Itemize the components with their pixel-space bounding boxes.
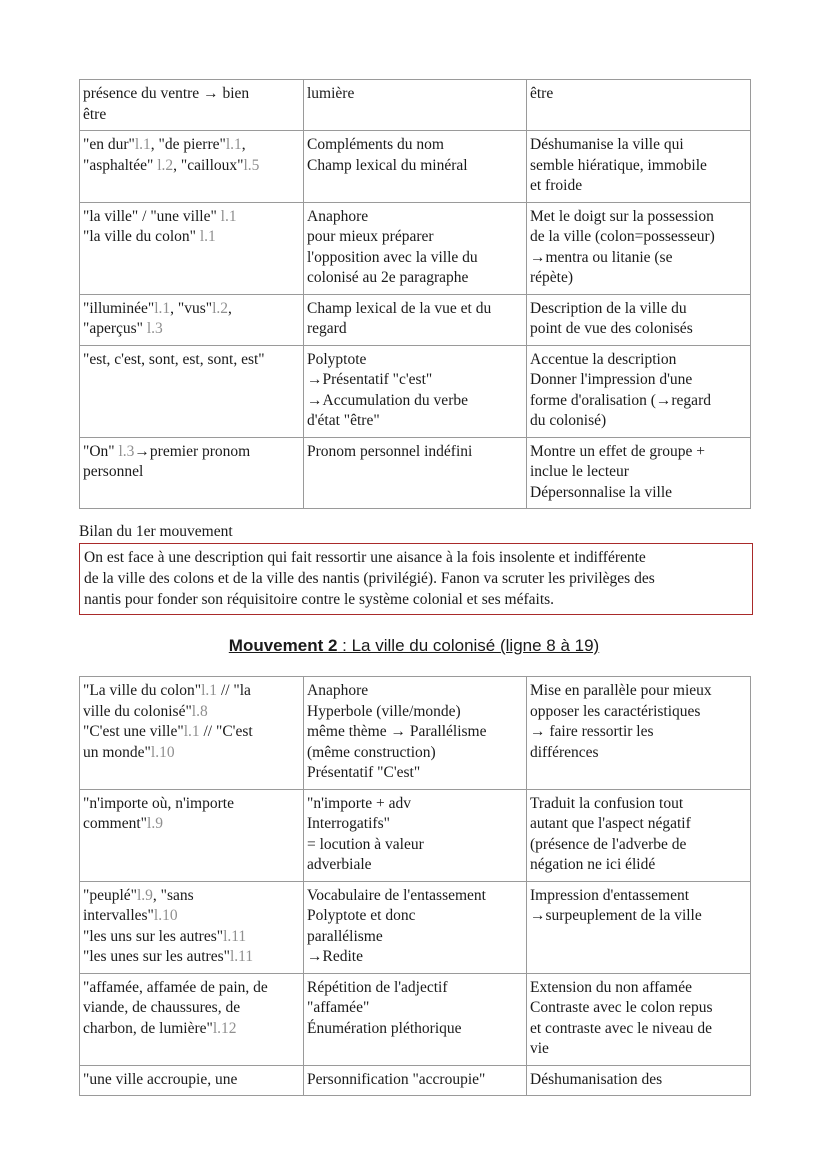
quote-text: "aperçus" [83, 320, 147, 337]
procedure-cell [304, 345, 527, 437]
quote-text: "la ville" / "une ville" [83, 207, 221, 225]
cell-line: et contraste avec le niveau de [530, 1019, 713, 1037]
quote-text: , "de pierre" [150, 136, 226, 153]
cell-line: Présentatif "C'est" [307, 764, 421, 781]
cell-line: du colonisé) [530, 412, 607, 429]
quote-text: "les unes sur les autres" [83, 948, 230, 965]
cell-line: Traduit la confusion tout [530, 794, 684, 812]
quote-text: , [228, 299, 232, 317]
line-reference: l.1 [201, 682, 218, 699]
cell-line: Mise en parallèle pour mieux [530, 682, 712, 699]
heading-movement-label: Mouvement 2 [228, 636, 338, 655]
cell-line: Accentue la description [530, 350, 677, 368]
bilan-label: Bilan du 1er mouvement [79, 523, 233, 540]
cell-line: Contraste avec le colon repus [530, 999, 713, 1016]
procedure-cell [304, 881, 527, 973]
line-reference: l.5 [243, 156, 260, 174]
quote-text: →premier pronom [134, 442, 251, 460]
cell-line: Anaphore [307, 682, 369, 699]
quote-text: "affamée, affamée de pain, de [83, 978, 268, 996]
cell-line: Impression d'entassement [530, 886, 690, 904]
quote-text: ville du colonisé" [83, 702, 192, 720]
cell-line: →Redite [307, 948, 363, 965]
cell-line: opposer les caractéristiques [530, 702, 701, 720]
table-row [80, 789, 751, 881]
procedure-cell [304, 202, 527, 294]
quote-text: présence du ventre → bien [83, 85, 250, 102]
quote-text: intervalles" [83, 907, 154, 924]
interpretation-cell [527, 294, 751, 345]
cell-line: forme d'oralisation (→regard [530, 391, 711, 409]
table-row [80, 973, 751, 1065]
cell-line: "affamée" [307, 999, 370, 1016]
line-reference: l.12 [212, 1019, 237, 1037]
section-heading-movement-2 [0, 636, 828, 656]
line-reference: l.10 [153, 907, 178, 924]
quote-cell [80, 881, 304, 973]
bilan-summary-box [79, 543, 753, 615]
interpretation-cell [527, 202, 751, 294]
cell-line: différences [530, 743, 599, 761]
interpretation-cell [527, 677, 751, 790]
quote-text: "est, c'est, sont, est, sont, est" [83, 350, 265, 368]
cell-line: →mentra ou litanie (se [530, 248, 673, 266]
cell-line: Dépersonnalise la ville [530, 483, 673, 501]
cell-line: négation ne ici élidé [530, 856, 656, 873]
quote-cell [80, 677, 304, 790]
quote-text: , "cailloux" [173, 156, 244, 174]
procedure-cell [304, 677, 527, 790]
table-row [80, 345, 751, 437]
cell-line: Description de la ville du [530, 299, 687, 317]
quote-text: "peuplé" [83, 886, 137, 904]
cell-line: colonisé au 2e paragraphe [307, 269, 469, 286]
cell-line: →Présentatif "c'est" [307, 371, 433, 388]
quote-text: , [241, 136, 246, 153]
table-row [80, 1065, 751, 1096]
table-row [80, 881, 751, 973]
quote-line [83, 927, 300, 948]
procedure-cell [304, 1065, 527, 1096]
quote-line [83, 743, 300, 764]
quote-cell [80, 789, 304, 881]
quote-line [83, 681, 300, 702]
procedure-cell [304, 973, 527, 1065]
table-row [80, 437, 751, 509]
quote-line [83, 947, 300, 968]
line-reference: l.9 [136, 886, 153, 904]
cell-line: parallélisme [307, 927, 383, 945]
quote-line [83, 207, 300, 228]
quote-cell [80, 202, 304, 294]
quote-line [83, 722, 300, 743]
cell-line: Champ lexical de la vue et du [307, 299, 492, 317]
line-reference: l.3 [146, 320, 163, 337]
quote-line [83, 794, 300, 815]
cell-line: autant que l'aspect négatif [530, 815, 691, 832]
cell-line: lumière [307, 85, 355, 102]
quote-text: "asphaltée" [83, 156, 158, 174]
quote-cell [80, 345, 304, 437]
line-reference: l.9 [147, 815, 163, 832]
cell-line: Met le doigt sur la possession [530, 207, 714, 225]
cell-line: Anaphore [307, 207, 369, 225]
quote-text: "n'importe où, n'importe [83, 794, 234, 812]
quote-cell [80, 437, 304, 509]
quote-text: , "sans [152, 886, 194, 904]
quote-line [83, 998, 300, 1019]
quote-text: "les uns sur les autres" [83, 927, 224, 945]
cell-line: répète) [530, 269, 574, 286]
interpretation-cell [527, 345, 751, 437]
cell-line: Déshumanise la ville qui [530, 136, 684, 153]
interpretation-cell [527, 131, 751, 203]
analysis-table-movement-1 [79, 79, 751, 509]
quote-text: "illuminée" [83, 299, 155, 317]
analysis-table-movement-2 [79, 676, 751, 1096]
quote-line [83, 299, 300, 320]
quote-line [83, 227, 300, 248]
cell-line: "n'importe + adv [307, 794, 411, 812]
line-reference: l.1 [154, 299, 171, 317]
quote-cell [80, 294, 304, 345]
cell-line: vie [530, 1040, 549, 1057]
cell-line: semble hiératique, immobile [530, 156, 707, 174]
procedure-cell [304, 131, 527, 203]
procedure-cell [304, 80, 527, 131]
quote-line [83, 442, 300, 463]
cell-line: point de vue des colonisés [530, 320, 693, 337]
line-reference: l.1 [220, 207, 237, 225]
cell-line: d'état "être" [307, 412, 380, 429]
quote-line [83, 978, 300, 999]
cell-line: être [530, 85, 554, 102]
cell-line: Interrogatifs" [307, 815, 390, 832]
quote-line [83, 886, 300, 907]
table-row [80, 202, 751, 294]
quote-text: personnel [83, 463, 144, 480]
bilan-line: On est face à une description qui fait ressortir une aisance à la fois insolente et indifférente [84, 549, 646, 566]
quote-line [83, 156, 300, 177]
quote-text: un monde" [83, 743, 151, 761]
cell-line: regard [307, 320, 347, 337]
line-reference: l.8 [191, 702, 208, 720]
quote-text: viande, de chaussures, de [83, 999, 241, 1016]
table-row [80, 80, 751, 131]
quote-line [83, 814, 300, 835]
cell-line: de la ville (colon=possesseur) [530, 228, 715, 245]
quote-line [83, 906, 300, 927]
line-reference: l.2 [157, 156, 174, 174]
cell-line: l'opposition avec la ville du [307, 248, 478, 266]
quote-text: "La ville du colon" [83, 682, 202, 699]
cell-line: adverbiale [307, 856, 372, 873]
interpretation-cell [527, 80, 751, 131]
quote-line [83, 319, 300, 340]
line-reference: l.1 [225, 136, 242, 153]
cell-line: Répétition de l'adjectif [307, 978, 448, 996]
quote-line [83, 1070, 300, 1091]
heading-movement-title: : La ville du colonisé (ligne 8 à 19) [337, 636, 600, 655]
quote-cell [80, 1065, 304, 1096]
cell-line: Hyperbole (ville/monde) [307, 702, 461, 720]
quote-text: être [83, 105, 107, 123]
procedure-cell [304, 294, 527, 345]
bilan-line: de la ville des colons et de la ville des nantis (privilégié). Fanon va scruter les privilèges des [84, 570, 655, 587]
cell-line: Vocabulaire de l'entassement [307, 886, 486, 904]
line-reference: l.11 [229, 948, 254, 965]
cell-line: Donner l'impression d'une [530, 371, 693, 388]
cell-line: Pronom personnel indéfini [307, 442, 473, 460]
line-reference: l.1 [134, 136, 151, 153]
quote-text: "C'est une ville" [83, 723, 184, 740]
cell-line: pour mieux préparer [307, 228, 434, 245]
line-reference: l.10 [150, 743, 175, 761]
quote-text: "une ville accroupie, une [83, 1070, 238, 1088]
cell-line: Extension du non affamée [530, 978, 692, 996]
table-row [80, 294, 751, 345]
quote-text: "On" [83, 442, 119, 460]
quote-cell [80, 80, 304, 131]
cell-line: (présence de l'adverbe de [530, 835, 687, 853]
line-reference: l.1 [199, 228, 216, 245]
bilan-line: nantis pour fonder son réquisitoire contre le système colonial et ses méfaits. [84, 591, 555, 608]
cell-line: = locution à valeur [307, 835, 424, 853]
quote-line [83, 462, 300, 483]
quote-line [83, 1019, 300, 1040]
line-reference: l.3 [118, 442, 135, 460]
interpretation-cell [527, 973, 751, 1065]
quote-line [83, 702, 300, 723]
quote-cell [80, 131, 304, 203]
cell-line: Champ lexical du minéral [307, 156, 468, 174]
cell-line: et froide [530, 177, 583, 194]
cell-line: Énumération pléthorique [307, 1019, 462, 1037]
quote-text: charbon, de lumière" [83, 1019, 213, 1037]
line-reference: l.2 [212, 299, 229, 317]
procedure-cell [304, 789, 527, 881]
cell-line: (même construction) [307, 743, 436, 761]
quote-line [83, 105, 300, 126]
cell-line: Montre un effet de groupe + [530, 442, 706, 460]
cell-line: Polyptote et donc [307, 907, 416, 924]
quote-text: , "vus" [170, 299, 213, 317]
cell-line: Déshumanisation des [530, 1070, 663, 1088]
line-reference: l.1 [183, 723, 200, 740]
interpretation-cell [527, 437, 751, 509]
quote-text: comment" [83, 815, 148, 832]
quote-line [83, 350, 300, 371]
cell-line: Personnification "accroupie" [307, 1070, 486, 1088]
cell-line: →surpeuplement de la ville [530, 907, 702, 924]
quote-text: "en dur" [83, 136, 135, 153]
cell-line: même thème → Parallélisme [307, 723, 487, 740]
quote-line [83, 84, 300, 105]
quote-text: // "C'est [199, 723, 253, 740]
line-reference: l.11 [223, 927, 247, 945]
cell-line: Compléments du nom [307, 136, 444, 153]
cell-line: → faire ressortir les [530, 723, 654, 740]
cell-line: →Accumulation du verbe [307, 391, 468, 409]
interpretation-cell [527, 789, 751, 881]
interpretation-cell [527, 881, 751, 973]
quote-cell [80, 973, 304, 1065]
quote-line [83, 135, 300, 156]
cell-line: Polyptote [307, 350, 367, 368]
table-row [80, 677, 751, 790]
procedure-cell [304, 437, 527, 509]
quote-text: "la ville du colon" [83, 228, 200, 245]
table-row [80, 131, 751, 203]
cell-line: inclue le lecteur [530, 463, 629, 480]
quote-text: // "la [217, 682, 251, 699]
interpretation-cell [527, 1065, 751, 1096]
